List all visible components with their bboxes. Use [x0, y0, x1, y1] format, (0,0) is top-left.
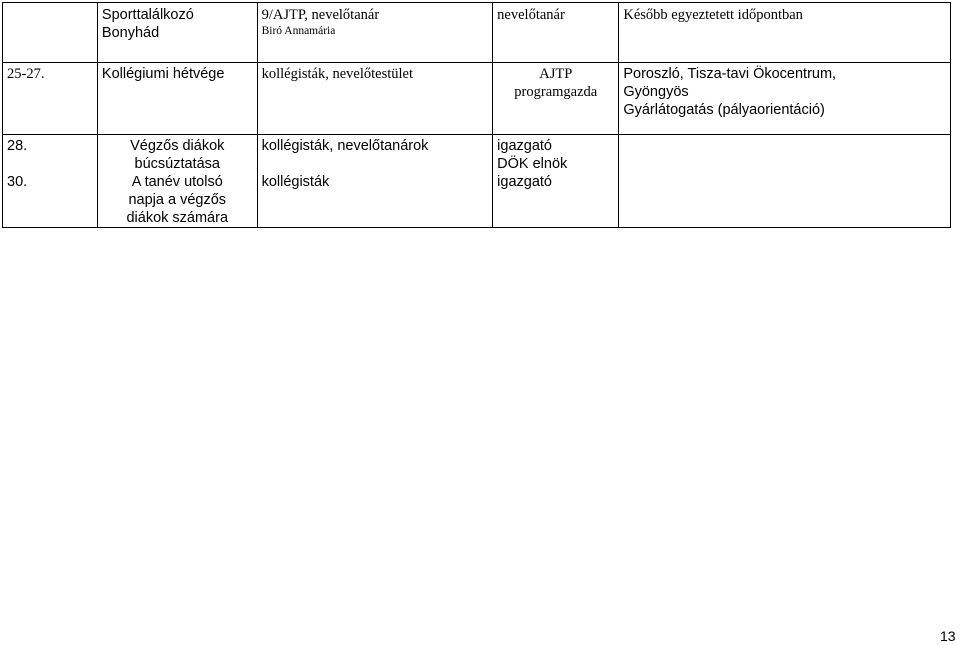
responsible-line: nevelőtanár: [497, 7, 565, 23]
table-row: [3, 3, 951, 63]
notes-cell: [619, 63, 951, 135]
participants-text: kollégisták, nevelőtestület: [261, 66, 413, 82]
event-cell: [97, 3, 257, 63]
event-line: Végzős diákok: [130, 138, 225, 154]
responsible-cell: [493, 3, 619, 63]
notes-cell: [619, 135, 951, 174]
responsible-line: DÖK elnök: [497, 156, 568, 172]
event-cell: [97, 63, 257, 135]
responsible-line: igazgató: [497, 174, 552, 190]
participants-cell: [257, 3, 493, 63]
notes-line: Gyárlátogatás (pályaorientáció): [623, 102, 825, 118]
responsible-cell: [493, 135, 619, 174]
participants-note: Biró Annamária: [261, 25, 336, 37]
notes-cell: [619, 3, 951, 63]
participants-cell: [257, 135, 493, 174]
table-row: [3, 173, 951, 228]
event-line: Kollégiumi hétvége: [101, 66, 225, 82]
notes-line: Poroszló, Tisza-tavi Ökocentrum,: [623, 66, 837, 82]
table-row: [3, 135, 951, 174]
table-row: [3, 63, 951, 135]
date-cell: 28.: [3, 135, 98, 174]
participants-cell: [257, 63, 493, 135]
event-line: A tanév utolsó: [131, 174, 223, 190]
responsible-cell: [493, 173, 619, 228]
date-cell: 25-27.: [3, 63, 98, 135]
schedule-table: [2, 2, 951, 228]
notes-line: Később egyeztetett időpontban: [623, 7, 803, 23]
participants-text: 9/AJTP, nevelőtanár: [261, 7, 380, 23]
event-line: Sporttalálkozó: [101, 7, 194, 23]
event-line: búcsúztatása: [134, 156, 220, 172]
participants-text: kollégisták: [261, 174, 330, 190]
participants-text: kollégisták, nevelőtanárok: [261, 138, 429, 154]
event-cell: [97, 173, 257, 228]
page-number: 13: [940, 628, 956, 644]
date-cell: 30.: [3, 173, 98, 228]
event-line: napja a végzős: [128, 192, 227, 208]
responsible-line: igazgató: [497, 138, 552, 154]
event-line: Bonyhád: [101, 25, 160, 41]
event-cell: [97, 135, 257, 174]
responsible-line: AJTP: [539, 66, 573, 82]
date-cell: [3, 3, 98, 63]
notes-line: Gyöngyös: [623, 84, 689, 100]
responsible-line: programgazda: [514, 84, 598, 100]
responsible-cell: [493, 63, 619, 135]
event-line: diákok számára: [126, 210, 229, 226]
notes-cell: [619, 173, 951, 228]
participants-cell: [257, 173, 493, 228]
